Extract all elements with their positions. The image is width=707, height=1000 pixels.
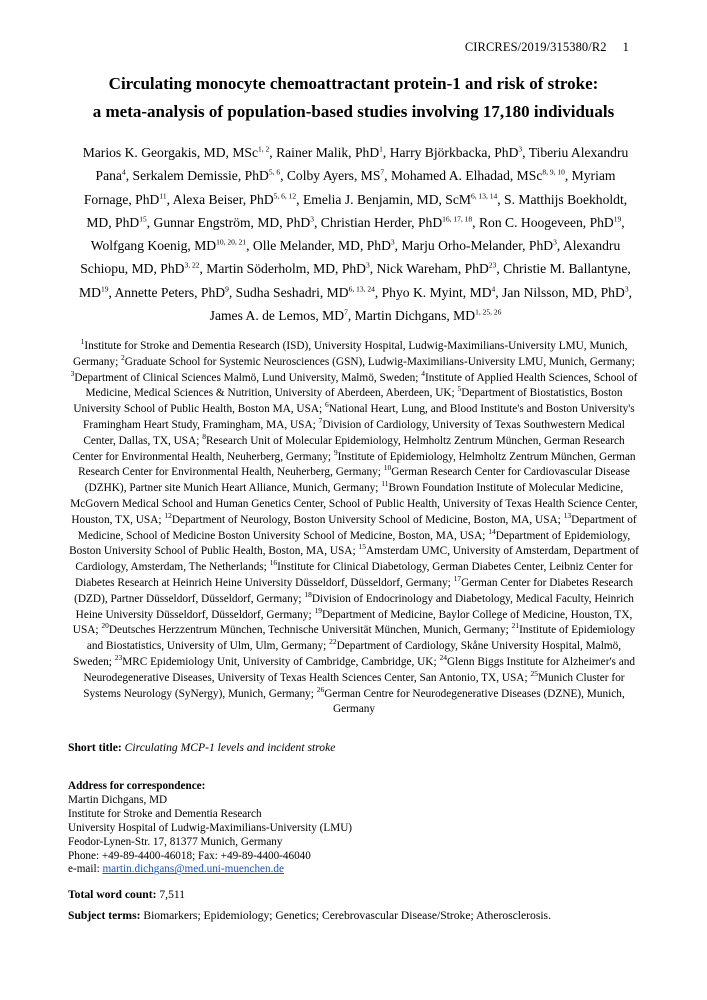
affiliation-number: 14	[488, 526, 496, 536]
affiliation-number: 9	[333, 447, 338, 457]
short-title-label: Short title:	[68, 741, 122, 754]
author-name: Christie M. Ballantyne, MD	[79, 261, 631, 300]
author	[355, 308, 502, 323]
author-affiliation-marker: 3	[310, 214, 314, 224]
affiliation-number: 2	[121, 353, 125, 363]
correspondence-block	[68, 780, 352, 877]
author-separator: ,	[166, 191, 173, 207]
author-separator: ,	[125, 168, 133, 184]
affiliation-text: Department of Cardiology, Skåne University Hospital, Malmö, Sweden;	[72, 640, 622, 668]
affiliation	[316, 684, 625, 716]
author-separator: ,	[199, 261, 207, 277]
author	[390, 145, 529, 160]
affiliation-text: Graduate School for Systemic Neurosciences (GSN), Ludwig-Maximilians-University LMU, Munich, Germany;	[124, 355, 635, 368]
author-affiliation-marker: 7	[380, 167, 385, 177]
author-separator: ,	[296, 191, 303, 207]
author-name: Serkalem Demissie, PhD	[132, 168, 269, 184]
author-separator: ,	[564, 168, 572, 184]
author-separator: ,	[347, 308, 355, 324]
author-name: Marju Orho-Melander, PhD	[401, 238, 554, 254]
author-name: James A. de Lemos, MD	[209, 308, 345, 324]
affiliation-number: 10	[383, 463, 392, 473]
author-separator: ,	[621, 214, 625, 230]
author	[377, 261, 504, 276]
affiliation-text: Division of Endocrinology and Diabetology, Medical Faculty, Heinrich Heine University Düsseldorf, Düsseldorf, Germany;	[75, 592, 634, 621]
author-name: Nick Wareham, PhD	[376, 261, 489, 277]
author	[154, 215, 321, 230]
author-name: Annette Peters, PhD	[114, 284, 226, 300]
author-separator: ,	[382, 145, 390, 160]
affiliation-number: 8	[202, 432, 206, 442]
page-number: 1	[622, 40, 629, 54]
author-affiliation-marker: 9	[225, 284, 229, 294]
author-name: Sudha Seshadri, MD	[235, 284, 349, 300]
author	[133, 168, 287, 183]
author-separator: ,	[246, 238, 253, 254]
author-affiliation-marker: 8, 9, 10	[542, 167, 565, 177]
author-name: Mohamed A. Elhadad, MSc	[390, 168, 543, 184]
author-name: Jan Nilsson, MD, PhD	[502, 284, 625, 300]
author-affiliation-marker: 1	[379, 144, 383, 154]
affiliation-number: 20	[101, 621, 109, 631]
email-row	[68, 863, 352, 877]
affiliation-number: 23	[114, 653, 123, 663]
affiliation-text: Munich Cluster for Systems Neurology (SyNergy), Munich, Germany;	[83, 671, 625, 700]
title-line-2: a meta-analysis of population-based studies involving 17,180 individuals	[92, 102, 615, 121]
affiliation	[70, 368, 422, 384]
affiliation	[114, 653, 440, 668]
author	[114, 285, 235, 300]
author	[502, 285, 632, 300]
author-affiliation-marker: 3	[366, 260, 370, 270]
affiliation-text: Department of Biostatistics, Boston University School of Public Health, Boston MA, USA;	[73, 387, 623, 416]
affiliation-number: 6	[325, 400, 329, 410]
affiliation-number: 22	[329, 637, 337, 647]
author-name: S. Matthijs Boekholdt, MD, PhD	[86, 191, 628, 230]
author-affiliation-marker: 11	[159, 191, 167, 201]
author-separator: ,	[496, 261, 504, 277]
author	[83, 145, 276, 160]
correspondence-line: Martin Dichgans, MD	[68, 793, 168, 806]
affiliation	[121, 353, 635, 368]
running-header	[465, 40, 629, 55]
author-name: Olle Melander, MD, PhD	[252, 238, 391, 254]
affiliation-text: Institute for Clinical Diabetology, German Diabetes Center, Leibniz Center for Diabetes Research at Heinrich Heine University Düsseldorf, Düsseldorf, Germany;	[74, 561, 633, 589]
affiliation-text: Amsterdam UMC, University of Amsterdam, Department of Cardiology, Amsterdam, The Netherlands;	[75, 545, 639, 574]
author-affiliation-marker: 6, 13, 14	[471, 191, 498, 201]
author-name: Alexa Beiser, PhD	[172, 191, 274, 207]
author-separator: ,	[228, 284, 236, 300]
affiliation-text: German Center for Diabetes Research (DZD), Partner Düsseldorf, Düsseldorf, Germany;	[74, 576, 634, 605]
affiliation-number: 5	[457, 384, 462, 394]
author-affiliation-marker: 19	[613, 214, 622, 224]
author-affiliation-marker: 19	[100, 284, 109, 294]
author-name: Alexandru Schiopu, MD, PhD	[80, 238, 621, 277]
author	[210, 308, 355, 323]
affiliation-text: Glenn Biggs Institute for Alzheimer's and Neurodegenerative Diseases, University of Texas Health Sciences Center, San Antonio, TX, USA;	[83, 655, 636, 684]
author-affiliation-marker: 7	[344, 307, 348, 317]
author-separator: ,	[394, 238, 402, 254]
author-separator: ,	[313, 214, 321, 230]
affiliation-number: 1	[80, 337, 85, 347]
affiliation-number: 19	[314, 605, 322, 615]
author-name: Christian Herder, PhD	[320, 214, 443, 230]
author	[303, 192, 504, 207]
correspondence-line: University Hospital of Ludwig-Maximilians-University (LMU)	[68, 821, 352, 834]
author-separator: ,	[556, 238, 563, 254]
author-separator: ,	[108, 284, 115, 300]
author	[287, 168, 391, 183]
author-separator: ,	[495, 284, 503, 300]
affiliation-text: Institute of Epidemiology and Biostatistics, University of Ulm, Ulm, Germany;	[86, 624, 636, 653]
affiliation-text: Brown Foundation Institute of Molecular Medicine, McGovern Medical School and Human Genetics Center, School of Public Health, University of Texas Health Science Center, Houston, TX, USA;	[70, 482, 638, 526]
author-affiliation-marker: 3	[624, 284, 629, 294]
affiliation-text: MRC Epidemiology Unit, University of Cambridge, Cambridge, UK;	[122, 655, 440, 668]
word-count-value: 7,511	[156, 888, 186, 901]
affiliation-text: German Centre for Neurodegenerative Diseases (DZNE), Munich, Germany	[324, 687, 625, 716]
author-separator: ,	[369, 261, 377, 277]
affiliation	[164, 511, 564, 526]
author-affiliation-marker: 4	[121, 167, 126, 177]
author-name: Phyo K. Myint, MD	[381, 284, 492, 300]
affiliation-text: Department of Medicine, School of Medicine Boston University School of Medicine, Boston, MA, USA;	[77, 513, 637, 542]
author-separator: ,	[374, 284, 382, 300]
affiliation-number: 13	[563, 511, 572, 520]
affiliation	[101, 621, 512, 637]
author-name: Rainer Malik, PhD	[276, 145, 380, 160]
author-separator: ,	[280, 168, 287, 184]
author	[236, 285, 382, 300]
author-separator: ,	[497, 191, 505, 207]
author-name: Myriam Fornage, PhD	[83, 168, 616, 207]
affiliation-number: 18	[304, 589, 312, 599]
author	[173, 192, 303, 207]
affiliation-number: 17	[453, 574, 462, 584]
correspondence-line: Phone: +49-89-4400-46018; Fax: +49-89-4400-46040	[68, 849, 311, 862]
affiliation-number: 11	[381, 479, 389, 489]
author-affiliation-marker: 3	[390, 237, 395, 247]
affiliation-number: 12	[164, 511, 172, 520]
title-line-1: Circulating monocyte chemoattractant protein-1 and risk of stroke:	[108, 74, 599, 93]
author-name: Emelia J. Benjamin, MD, ScM	[302, 191, 471, 207]
affiliation-text: German Research Center for Cardiovascular Disease (DZHK), Partner site Munich Heart Alliance, Munich, Germany;	[84, 466, 630, 495]
author-separator: ,	[269, 145, 277, 160]
affiliation-text: Department of Clinical Sciences Malmö, Lund University, Malmö, Sweden;	[74, 371, 422, 384]
author-name: Wolfgang Koenig, MD	[90, 238, 217, 254]
author-affiliation-marker: 1, 2	[258, 144, 270, 154]
affiliation-text: Department of Epidemiology, Boston University School of Public Health, Boston, MA, USA;	[69, 529, 631, 558]
affiliation-text: Department of Medicine, Baylor College of Medicine, Houston, TX, USA;	[72, 608, 633, 637]
correspondence-line: Feodor-Lynen-Str. 17, 81377 Munich, Germany	[68, 835, 283, 848]
email-link[interactable]: martin.dichgans@med.uni-muenchen.de	[102, 863, 284, 876]
affiliation-number: 26	[316, 684, 325, 694]
affiliation-text: Division of Cardiology, University of Texas Southwestern Medical Center, Dallas, TX, USA;	[83, 418, 625, 447]
author-name: Ron C. Hoogeveen, PhD	[478, 214, 614, 230]
author-name: Harry Björkbacka, PhD	[389, 145, 519, 160]
author	[276, 145, 390, 160]
word-count	[68, 888, 185, 901]
author	[391, 168, 572, 183]
author-affiliation-marker: 23	[488, 260, 497, 270]
author-affiliation-marker: 16, 17, 18	[442, 214, 473, 224]
affiliation-text: Institute of Epidemiology, Helmholtz Zentrum München, German Research Center for Environmental Health, Neuherberg, Germany;	[78, 450, 636, 479]
author-name: Tiberiu Alexandru Pana	[95, 145, 629, 184]
author-name: Martin Dichgans, MD	[354, 308, 476, 324]
affiliation-number: 16	[269, 558, 278, 568]
author-separator: ,	[472, 214, 479, 230]
affiliation-number: 15	[358, 542, 366, 552]
author-separator: ,	[384, 168, 391, 184]
author	[91, 238, 253, 253]
subject-terms-label: Subject terms:	[68, 909, 141, 922]
author-affiliation-marker: 3, 22	[184, 260, 200, 270]
short-title-value: Circulating MCP-1 levels and incident stroke	[121, 741, 336, 754]
author	[479, 215, 625, 230]
author-separator: ,	[522, 145, 529, 160]
author-separator: ,	[628, 284, 632, 300]
author-affiliation-marker: 10, 20, 21	[216, 237, 247, 247]
author-affiliation-marker: 6, 13, 24	[348, 284, 375, 294]
author-affiliation-marker: 3	[553, 237, 557, 247]
author	[253, 238, 402, 253]
affiliation-number: 25	[530, 668, 538, 678]
subject-terms	[68, 909, 551, 922]
author-name: Gunnar Engström, MD, PhD	[153, 214, 311, 230]
affiliation-text: National Heart, Lung, and Blood Institute's and Boston University's Framingham Heart Study, Framingham, MA, USA;	[83, 403, 635, 431]
author-affiliation-marker: 1, 25, 26	[475, 307, 502, 317]
paper-title	[60, 70, 647, 126]
author-name: Colby Ayers, MS	[286, 168, 381, 184]
author-name: Martin Söderholm, MD, PhD	[206, 261, 366, 277]
author-name: Marios K. Georgakis, MD, MSc	[82, 145, 259, 160]
author	[382, 285, 502, 300]
affiliation-number: 4	[421, 368, 425, 378]
affiliation-number: 21	[511, 621, 520, 631]
author-affiliation-marker: 4	[491, 284, 496, 294]
affiliation-text: Institute of Applied Health Sciences, School of Medicine, Medical Sciences & Nutrition, University of Aberdeen, Aberdeen, UK;	[85, 371, 638, 400]
author-separator: ,	[146, 214, 154, 230]
affiliation-text: Research Unit of Molecular Epidemiology, Helmholtz Zentrum München, German Research Center for Environmental Health, Neuherberg, Germany;	[72, 434, 625, 463]
author-affiliation-marker: 5, 6, 12	[273, 191, 297, 201]
email-label: e-mail:	[68, 863, 103, 876]
affiliation-text: Department of Neurology, Boston University School of Medicine, Boston, MA, USA;	[171, 513, 564, 526]
author-affiliation-marker: 15	[139, 214, 147, 224]
manuscript-id: CIRCRES/2019/315380/R2	[464, 40, 607, 54]
word-count-label: Total word count:	[68, 888, 157, 901]
author-list	[72, 141, 639, 327]
subject-terms-value: Biomarkers; Epidemiology; Genetics; Cerebrovascular Disease/Stroke; Atherosclerosis.	[140, 909, 551, 922]
correspondence-line: Institute for Stroke and Dementia Research	[68, 807, 262, 820]
author	[401, 238, 562, 253]
correspondence-label: Address for correspondence:	[68, 780, 206, 792]
author	[321, 215, 479, 230]
affiliation-text: Deutsches Herzzentrum München, Technische Universität München, Munich, Germany;	[108, 624, 512, 637]
affiliation-number: 7	[318, 416, 323, 426]
affiliation-list	[67, 339, 641, 718]
affiliation-number: 24	[439, 653, 447, 663]
affiliation-text: Institute for Stroke and Dementia Research (ISD), University Hospital, Ludwig-Maximilians-University LMU, Munich, Germany;	[73, 340, 628, 368]
affiliation-number: 3	[70, 368, 75, 378]
author-affiliation-marker: 3	[518, 144, 523, 154]
author	[206, 261, 376, 276]
short-title	[68, 741, 335, 754]
author-affiliation-marker: 5, 6	[268, 167, 281, 177]
